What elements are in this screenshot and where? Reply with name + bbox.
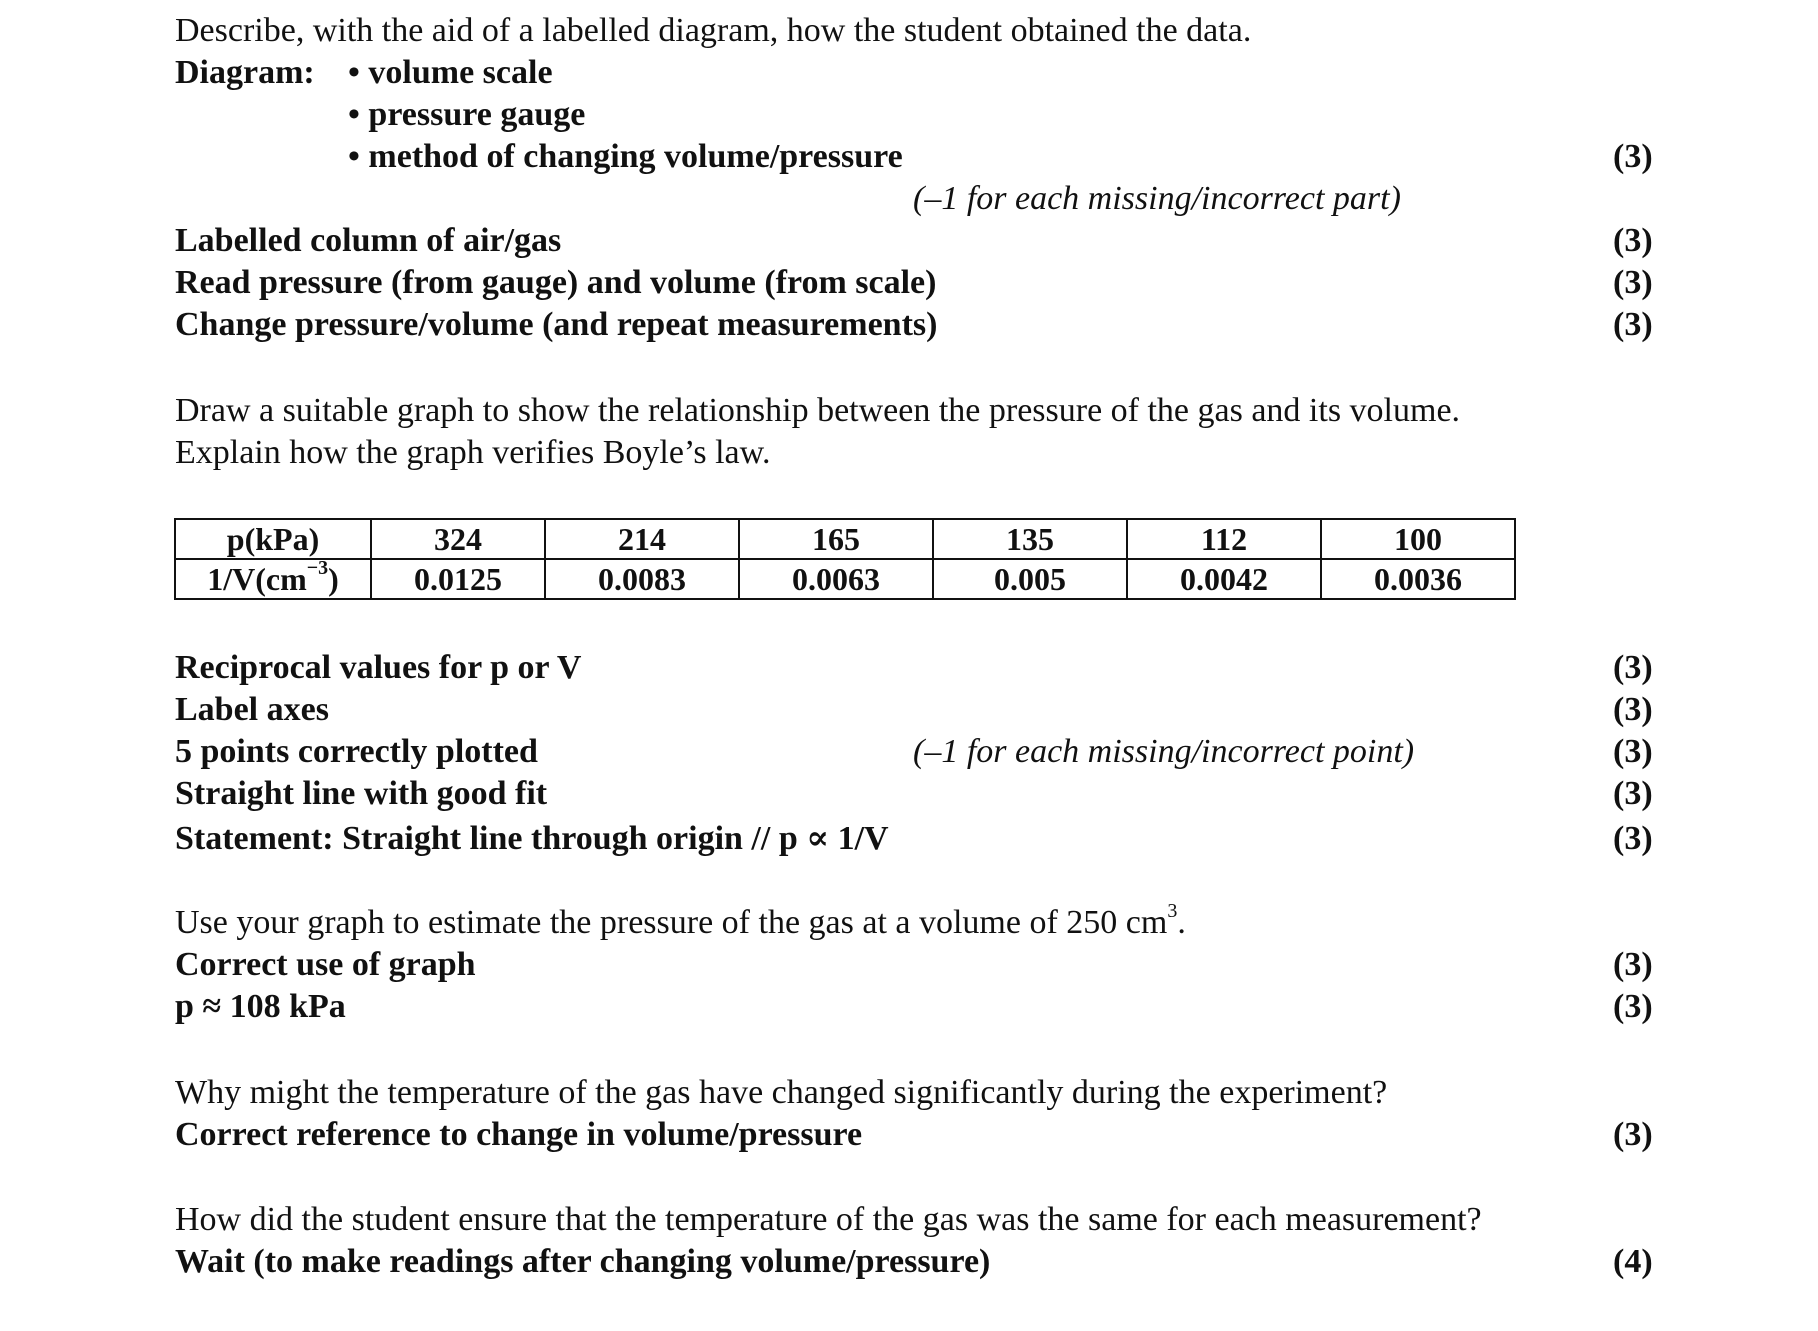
q4-answer: Correct reference to change in volume/pressure — [175, 1116, 863, 1153]
criterion-text: 5 points correctly plotted — [175, 733, 538, 770]
step-mark: (3) — [1613, 222, 1653, 259]
criterion-text: Straight line with good fit — [175, 775, 548, 812]
table-header-cell — [175, 559, 371, 599]
header-close: ) — [328, 561, 339, 597]
q5-prompt: How did the student ensure that the temperature of the gas was the same for each measurement? — [175, 1201, 1482, 1238]
step-mark: (3) — [1613, 264, 1653, 301]
q3-prompt-end: . — [1177, 904, 1186, 941]
q1-prompt: Describe, with the aid of a labelled diagram, how the student obtained the data. — [175, 12, 1252, 49]
q2-prompt-line1: Draw a suitable graph to show the relationship between the pressure of the gas and its volume. — [175, 392, 1461, 429]
answer-mark: (3) — [1613, 988, 1653, 1025]
bullets-mark: (3) — [1613, 138, 1653, 175]
bullet-pressure-gauge: • pressure gauge — [348, 96, 586, 133]
table-cell: 112 — [1127, 519, 1321, 559]
table-cell: 0.0063 — [739, 559, 933, 599]
answer-text: p ≈ 108 kPa — [175, 988, 346, 1025]
data-table — [174, 518, 1516, 600]
q2-prompt-line2: Explain how the graph verifies Boyle’s law. — [175, 434, 771, 471]
criterion-mark: (3) — [1613, 649, 1653, 686]
table-cell: 324 — [371, 519, 545, 559]
answer-text: Correct use of graph — [175, 946, 476, 983]
q3-prompt-exponent: 3 — [1167, 899, 1178, 922]
missing-part-note: (–1 for each missing/incorrect part) — [913, 180, 1401, 217]
table-cell: 0.005 — [933, 559, 1127, 599]
table-row — [175, 519, 1515, 559]
table-row — [175, 559, 1515, 599]
answer-mark: (3) — [1613, 946, 1653, 983]
step-text: Change pressure/volume (and repeat measurements) — [175, 306, 938, 343]
table-cell: 135 — [933, 519, 1127, 559]
bullet-method: • method of changing volume/pressure — [348, 138, 903, 175]
header-base: 1/V(cm — [207, 561, 307, 597]
q5-answer: Wait (to make readings after changing volume/pressure) — [175, 1243, 991, 1280]
step-text: Read pressure (from gauge) and volume (from scale) — [175, 264, 937, 301]
criterion-text: Statement: Straight line through origin // p ∝ 1/V — [175, 820, 889, 857]
q3-prompt — [175, 899, 1186, 944]
step-mark: (3) — [1613, 306, 1653, 343]
table-header-cell: p(kPa) — [175, 519, 371, 559]
table-cell: 0.0042 — [1127, 559, 1321, 599]
q4-prompt: Why might the temperature of the gas have changed significantly during the experiment? — [175, 1074, 1388, 1111]
missing-point-note: (–1 for each missing/incorrect point) — [913, 733, 1415, 770]
q3-prompt-base: Use your graph to estimate the pressure of the gas at a volume of 250 cm — [175, 904, 1168, 941]
criterion-mark: (3) — [1613, 820, 1653, 857]
table-cell: 214 — [545, 519, 739, 559]
table-cell: 0.0083 — [545, 559, 739, 599]
criterion-mark: (3) — [1613, 775, 1653, 812]
table-cell: 0.0036 — [1321, 559, 1515, 599]
criterion-mark: (3) — [1613, 691, 1653, 728]
table-cell: 100 — [1321, 519, 1515, 559]
table-cell: 165 — [739, 519, 933, 559]
criterion-mark: (3) — [1613, 733, 1653, 770]
q4-mark: (3) — [1613, 1116, 1653, 1153]
header-exponent: −3 — [306, 557, 329, 580]
diagram-label: Diagram: — [175, 54, 315, 91]
criterion-text: Reciprocal values for p or V — [175, 649, 582, 686]
step-text: Labelled column of air/gas — [175, 222, 562, 259]
table-cell: 0.0125 — [371, 559, 545, 599]
criterion-text: Label axes — [175, 691, 329, 728]
bullet-volume-scale: • volume scale — [348, 54, 553, 91]
q5-mark: (4) — [1613, 1243, 1653, 1280]
